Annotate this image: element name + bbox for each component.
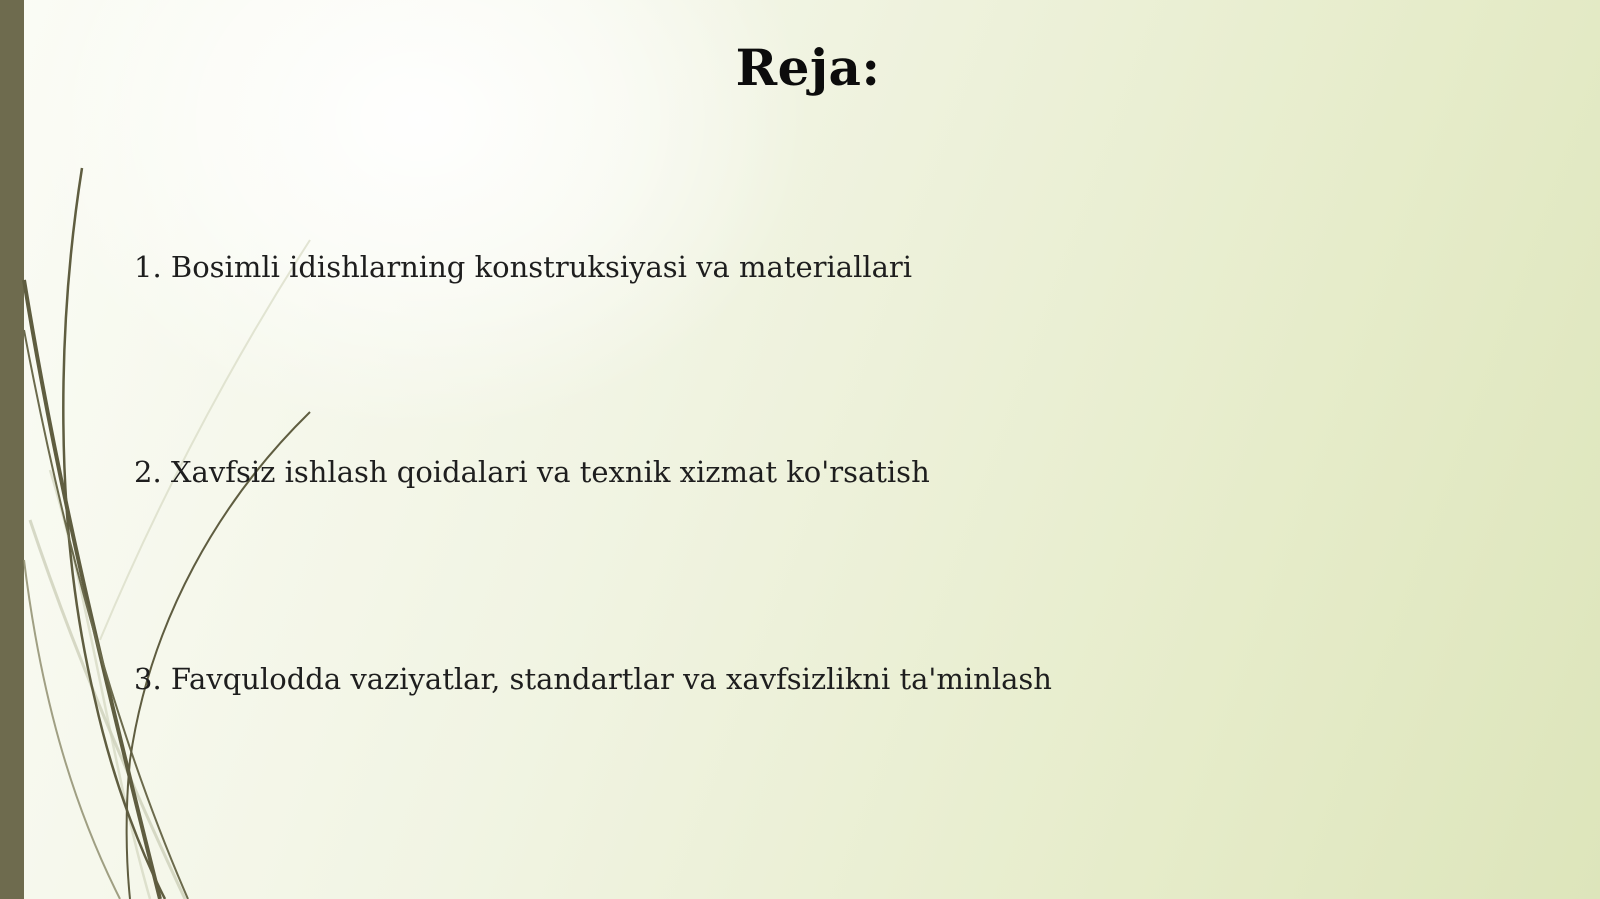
slide-title: Reja:: [735, 38, 881, 97]
plan-item-1: 1. Bosimli idishlarning konstruksiyasi va materiallari: [134, 250, 913, 284]
plan-item-2: 2. Xavfsiz ishlash qoidalari va texnik xizmat ko'rsatish: [134, 455, 930, 489]
plan-item-3: 3. Favqulodda vaziyatlar, standartlar va xavfsizlikni ta'minlash: [134, 662, 1052, 696]
grass-blade-1: [24, 280, 160, 899]
grass-blade-5: [24, 560, 120, 899]
grass-blade-faint-2: [100, 240, 310, 640]
grass-decoration: [0, 0, 340, 899]
grass-blade-faint-1: [30, 520, 185, 899]
